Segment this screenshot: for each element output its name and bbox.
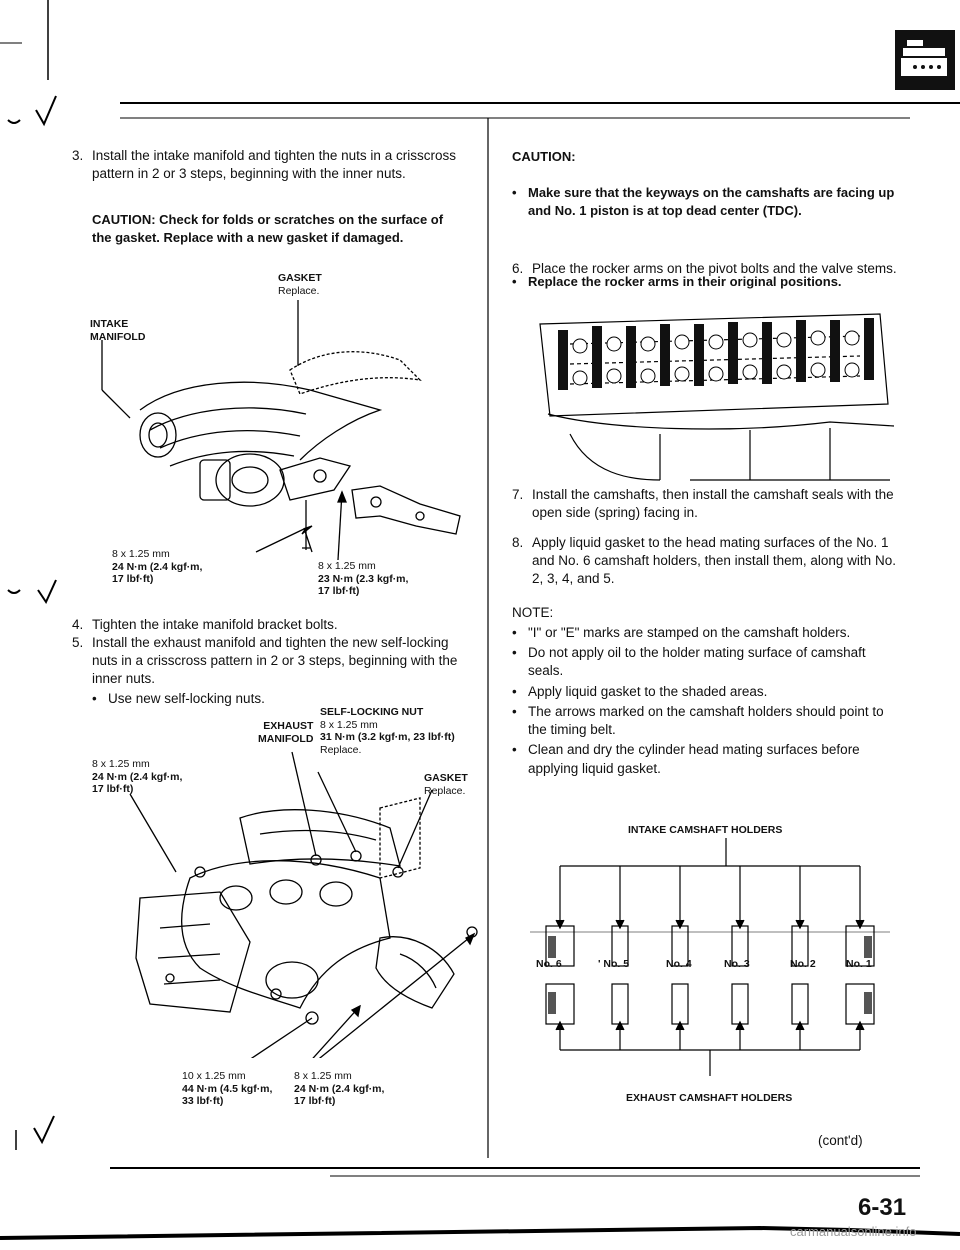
- fig1-bolt-left: [112, 548, 202, 586]
- step-7-text: Install the camshafts, then install the camshaft seals with the open side (spring) facing in.: [532, 487, 894, 521]
- right-caution-title: CAUTION:: [512, 149, 576, 164]
- step-4-number: 4.: [72, 617, 84, 632]
- column-divider: [486, 118, 490, 1158]
- cylinder-head-illustration: [530, 304, 900, 484]
- fig2-gasket-title: GASKET: [424, 772, 468, 784]
- engine-section-icon: [895, 30, 955, 90]
- fig2-bottom-right-torque-l1: 24 N·m (2.4 kgf·m,: [294, 1082, 385, 1095]
- holder-number: No. 3: [724, 958, 750, 970]
- fig2-exhaust-l2: MANIFOLD: [258, 732, 314, 745]
- holder-number: ' No. 5: [598, 958, 630, 970]
- fig1-bolt-left-torque-l1: 24 N·m (2.4 kgf·m,: [112, 560, 203, 573]
- holder-number: No. 1: [846, 958, 872, 970]
- exhaust-holders-label: EXHAUST CAMSHAFT HOLDERS: [626, 1092, 793, 1104]
- step-3: [72, 147, 464, 183]
- step-6-text: Place the rocker arms on the pivot bolts and the valve stems.: [532, 261, 897, 276]
- fig1-gasket-note: Replace.: [278, 284, 320, 297]
- fig1-intake-l1: INTAKE: [90, 318, 129, 330]
- holder-number: No. 6: [536, 958, 562, 970]
- fig2-exhaust-label: [258, 720, 313, 745]
- fig2-left-torque-l1: 24 N·m (2.4 kgf·m,: [92, 770, 183, 783]
- step-8-number: 8.: [512, 535, 524, 550]
- fig1-gasket-title: GASKET: [278, 272, 322, 284]
- fig1-bolt-right-torque-l2: 17 lbf·ft): [318, 585, 360, 598]
- right-caution-bullet-1: • Make sure that the keyways on the camshafts are facing up and No. 1 piston is at top dead center (TDC).: [512, 184, 918, 219]
- right-caution-bullet-2: • Replace the rocker arms in their original positions.: [512, 273, 918, 291]
- step-5-bullet: • Use new self-locking nuts.: [92, 690, 308, 708]
- note-item: • The arrows marked on the camshaft holders should point to the timing belt.: [512, 703, 904, 739]
- note-item: • "I" or "E" marks are stamped on the camshaft holders.: [512, 624, 904, 642]
- step-8-text: Apply liquid gasket to the head mating surfaces of the No. 1 and No. 6 camshaft holders, then install them, along with No. 2, 3, 4, and 5.: [532, 535, 896, 587]
- fig2-bottom-right-size: 8 x 1.25 mm: [294, 1070, 352, 1082]
- header-rules: [0, 0, 960, 130]
- step-4-text: Tighten the intake manifold bracket bolts.: [92, 617, 338, 632]
- fig2-gasket-note: Replace.: [424, 784, 466, 797]
- margin-marks: [0, 0, 60, 1242]
- fig1-bolt-left-size: 8 x 1.25 mm: [112, 548, 170, 560]
- exhaust-manifold-illustration: [80, 748, 480, 1058]
- fig2-bottom-right-bolt: [294, 1070, 384, 1108]
- step-3-caution: CAUTION: Check for folds or scratches on the surface of the gasket. Replace with a new gasket if damaged.: [92, 212, 444, 245]
- holder-number: No. 2: [790, 958, 816, 970]
- note-item: • Apply liquid gasket to the shaded areas.: [512, 683, 904, 701]
- fig2-bottom-left-torque-l1: 44 N·m (4.5 kgf·m,: [182, 1082, 273, 1095]
- watermark: carmanualsonline.info: [790, 1224, 917, 1239]
- fig2-left-torque-l2: 17 lbf·ft): [92, 783, 134, 796]
- fig2-bottom-left-torque-l2: 33 lbf·ft): [182, 1095, 224, 1108]
- fig2-bottom-left-bolt: [182, 1070, 272, 1108]
- step-5-text: Install the exhaust manifold and tighten the new self-locking nuts in a crisscross pattern in 2 or 3 steps, beginning with the inner nuts.: [92, 635, 458, 687]
- fig2-bottom-left-size: 10 x 1.25 mm: [182, 1070, 246, 1082]
- intake-holders-label: INTAKE CAMSHAFT HOLDERS: [628, 824, 783, 836]
- page-number: 6-31: [858, 1194, 907, 1221]
- step-5-number: 5.: [72, 635, 84, 650]
- step-6-number: 6.: [512, 261, 524, 276]
- fig2-exhaust-l1: EXHAUST: [263, 720, 314, 732]
- note-title: NOTE:: [512, 605, 554, 620]
- holder-number: No. 4: [666, 958, 692, 970]
- fig2-left-size: 8 x 1.25 mm: [92, 758, 150, 770]
- step-3-number: 3.: [72, 148, 84, 163]
- fig2-selflock-size: 8 x 1.25 mm: [320, 718, 378, 731]
- intake-manifold-illustration: [80, 290, 480, 570]
- step-4: [72, 616, 464, 634]
- note-item: • Clean and dry the cylinder head mating surfaces before applying liquid gasket.: [512, 741, 904, 777]
- fig1-bolt-right-size: 8 x 1.25 mm: [318, 560, 376, 572]
- step-5: [72, 634, 464, 689]
- step-7-number: 7.: [512, 487, 524, 502]
- fig2-selflock-note: Replace.: [320, 743, 362, 756]
- step-7: [512, 486, 904, 522]
- step-8: [512, 534, 904, 589]
- note-item: • Do not apply oil to the holder mating surface of camshaft seals.: [512, 644, 904, 680]
- step-3-text: Install the intake manifold and tighten the nuts in a crisscross pattern in 2 or 3 steps, beginning with the inner nuts.: [92, 148, 456, 182]
- note-list: [512, 624, 904, 778]
- step-6: [512, 260, 904, 278]
- fig1-intake-l2: MANIFOLD: [90, 330, 146, 343]
- fig1-bolt-right: [318, 560, 408, 598]
- fig2-selflock-title: SELF-LOCKING NUT: [320, 706, 424, 718]
- fig1-bolt-right-torque-l1: 23 N·m (2.3 kgf·m,: [318, 572, 409, 585]
- holder-number-row: [536, 958, 916, 974]
- continued-note: (cont'd): [818, 1133, 863, 1148]
- fig1-bolt-left-torque-l2: 17 lbf·ft): [112, 573, 154, 586]
- fig2-selflock-torque: 31 N·m (3.2 kgf·m, 23 lbf·ft): [320, 731, 455, 744]
- fig2-bottom-right-torque-l2: 17 lbf·ft): [294, 1095, 336, 1108]
